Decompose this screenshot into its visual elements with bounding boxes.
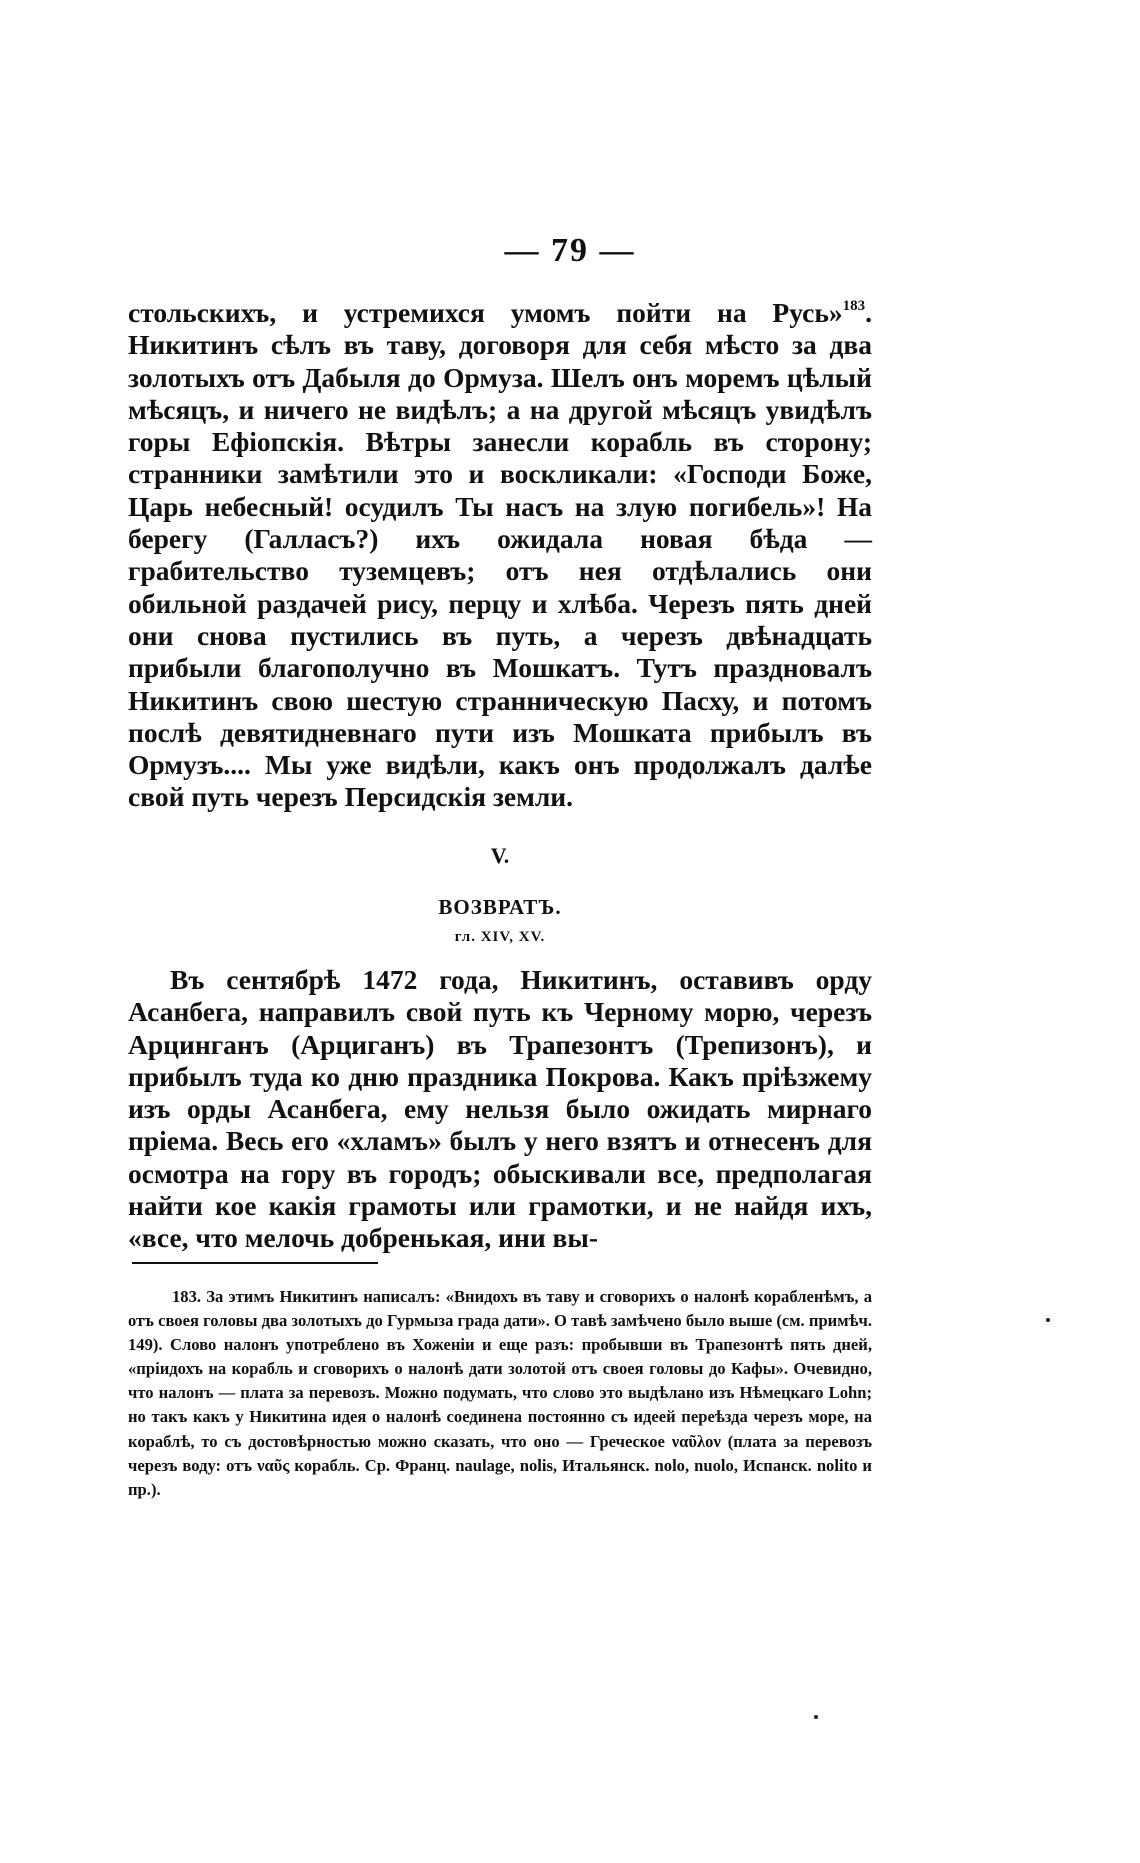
scan-speck	[1046, 1318, 1050, 1322]
page-number: — 79 —	[504, 232, 636, 269]
footnote-divider	[132, 1262, 378, 1264]
paragraph-2-text: Въ сентябрѣ 1472 года, Никитинъ, оставивъ орду Асанбега, направилъ свой путь къ Черному морю, черезъ Арцинганъ (Арциганъ) въ Трапезонтъ (Трепизонъ), и прибылъ туда ко дню праздника Покрова. Какъ пріѣзжему изъ орды Асанбега, ему нельзя было ожидать мирнаго пріема. Весь его «хламъ» былъ у него взятъ и отнесенъ для осмотра на гору въ городъ; обыскивали все, предполагая найти кое какія грамоты или грамотки, и не найдя ихъ, «все, что мелочь добренькая, ини вы-	[128, 964, 872, 1254]
paragraph-2	[128, 964, 872, 1255]
paragraph-1-text-b: . Никитинъ сѣлъ въ таву, договоря для себя мѣсто за два золотыхъ отъ Дабыля до Ормуза. Шелъ онъ моремъ цѣлый мѣсяцъ, и ничего не видѣлъ; а на другой мѣсяцъ увидѣлъ горы Ефіопскія. Вѣтры занесли корабль въ сторону; странники замѣтили это и воскликали: «Господи Боже, Царь небесный! осудилъ Ты насъ на злую погибель»! На берегу (Галласъ?) ихъ ожидала новая бѣда — грабительство туземцевъ; отъ нея отдѣлались они обильной раздачей рису, перцу и хлѣба. Черезъ пять дней они снова пустились въ путь, а черезъ двѣнадцать прибыли благополучно въ Мошкатъ. Тутъ праздновалъ Никитинъ свою шестую странническую Пасху, и потомъ послѣ девятидневнаго пути изъ Мошката прибылъ въ Ормузъ.... Мы уже видѣли, какъ онъ продолжалъ далѣе свой путь черезъ Персидскія земли.	[128, 297, 872, 813]
footnote	[128, 1285, 872, 1502]
section-title: ВОЗВРАТЪ.	[438, 895, 562, 919]
footnote-text: За этимъ Никитинъ написалъ: «Внидохъ въ таву и сговорихъ о налонѣ корабленѣмъ, а отъ своея головы два золотыхъ до Гурмыза града дати». О тавѣ замѣчено было выше (см. примѣч. 149). Слово налонъ употреблено въ Хоженіи и еще разъ: пробывши въ Трапезонтѣ пять дней, «пріидохъ на корабль и сговорихъ о налонѣ дати золотой отъ своея головы до Кафы». Очевидно, что налонъ — плата за перевозъ. Можно подумать, что слово это выдѣлано изъ Нѣмецкаго Lohn; но такъ какъ у Никитина идея о налонѣ соединена постоянно съ идеей переѣзда черезъ море, на кораблѣ, то съ достовѣрностью можно сказать, что оно — Греческое ναῦλον (плата за перевозъ черезъ воду: отъ ναῦς корабль. Ср. Франц. naulage, nolis, Итальянск. nolo, nuolo, Испанск. nolito и пр.).	[128, 1287, 872, 1499]
footnote-reference[interactable]: 183	[842, 298, 866, 314]
scan-speck	[814, 1715, 818, 1719]
paragraph-1-text-a: стольскихъ, и устремихся умомъ пойти на Русь»	[128, 297, 843, 328]
section-chapter-reference: гл. XIV, XV.	[454, 929, 546, 945]
section-numeral: V.	[490, 843, 510, 868]
footnote-number: 183.	[172, 1287, 202, 1306]
paragraph-1	[128, 297, 872, 814]
